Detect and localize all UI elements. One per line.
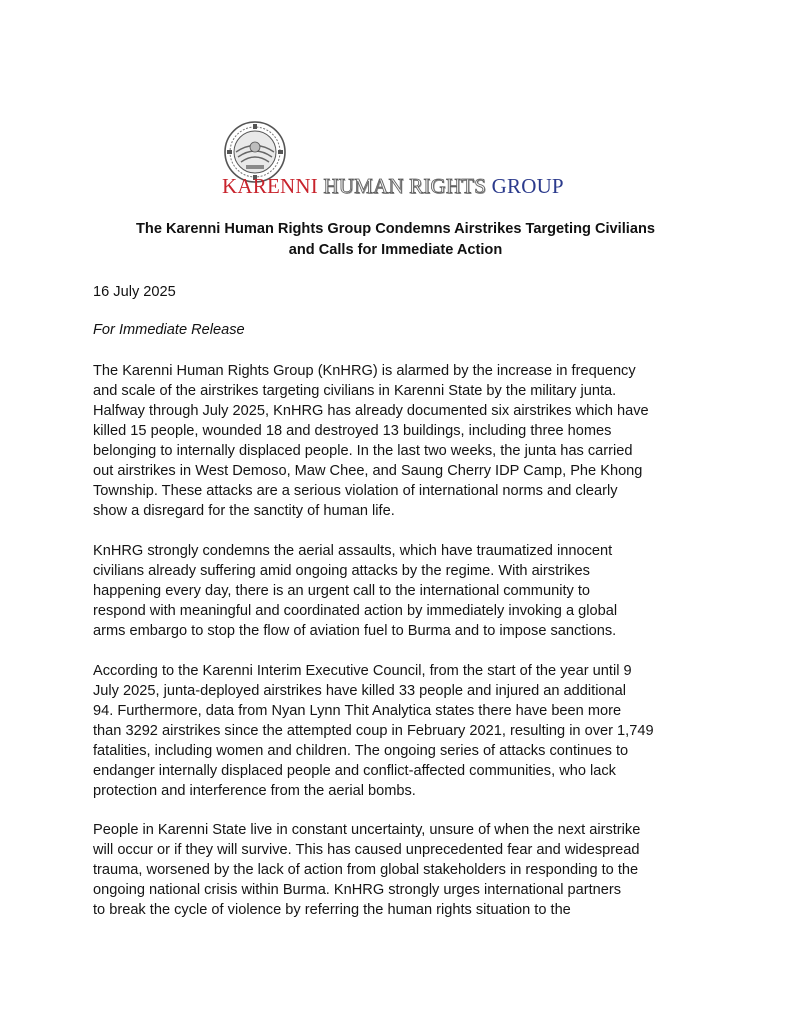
text-line: arms embargo to stop the flow of aviation fuel to Burma and to impose sanctions. <box>93 623 617 639</box>
text-line: trauma, worsened by the lack of action from global stakeholders in responding to the <box>93 862 639 878</box>
paragraph-4 <box>93 820 713 920</box>
text-line: out airstrikes in West Demoso, Maw Chee, and Saung Cherry IDP Camp, Phe Khong <box>93 463 643 479</box>
text-line: July 2025, junta-deployed airstrikes have killed 33 people and injured an additional <box>93 683 627 699</box>
text-line: ongoing national crisis within Burma. KnHRG strongly urges international partners <box>93 882 622 898</box>
text-line: KnHRG strongly condemns the aerial assaults, which have traumatized innocent <box>93 543 613 559</box>
text-line: fatalities, including women and children. The ongoing series of attacks continues to <box>93 743 629 759</box>
release-note: For Immediate Release <box>93 322 245 338</box>
organization-wordmark <box>222 174 564 198</box>
text-line: will occur or if they will survive. This has caused unprecedented fear and widespread <box>93 842 640 858</box>
text-line: to break the cycle of violence by referring the human rights situation to the <box>93 902 571 918</box>
text-line: show a disregard for the sanctity of human life. <box>93 503 395 519</box>
press-release-title <box>80 219 711 261</box>
text-line: protection and interference from the aerial bombs. <box>93 783 416 799</box>
organization-logo <box>218 119 578 207</box>
text-line: happening every day, there is an urgent call to the international community to <box>93 583 591 599</box>
title-line: The Karenni Human Rights Group Condemns Airstrikes Targeting Civilians <box>136 221 655 237</box>
paragraph-1 <box>93 361 713 521</box>
text-line: Township. These attacks are a serious violation of international norms and clearly <box>93 483 618 499</box>
paragraph-2 <box>93 541 713 641</box>
text-line: People in Karenni State live in constant uncertainty, unsure of when the next airstrike <box>93 822 641 838</box>
text-line: According to the Karenni Interim Executive Council, from the start of the year until 9 <box>93 663 632 679</box>
text-line: Halfway through July 2025, KnHRG has already documented six airstrikes which have <box>93 403 649 419</box>
text-line: and scale of the airstrikes targeting civilians in Karenni State by the military junta. <box>93 383 617 399</box>
text-line: The Karenni Human Rights Group (KnHRG) is alarmed by the increase in frequency <box>93 363 636 379</box>
title-line: and Calls for Immediate Action <box>288 242 503 258</box>
text-line: civilians already suffering amid ongoing attacks by the regime. With airstrikes <box>93 563 590 579</box>
text-line: endanger internally displaced people and conflict-affected communities, who lack <box>93 763 616 779</box>
paragraph-3 <box>93 661 713 801</box>
text-line: killed 15 people, wounded 18 and destroyed 13 buildings, including three homes <box>93 423 612 439</box>
text-line: belonging to internally displaced people. In the last two weeks, the junta has carried <box>93 443 633 459</box>
text-line: respond with meaningful and coordinated action by immediately invoking a global <box>93 603 618 619</box>
release-date: 16 July 2025 <box>93 284 176 300</box>
wordmark-human-rights: HUMAN RIGHTS <box>323 174 492 198</box>
text-line: 94. Furthermore, data from Nyan Lynn Thit Analytica states there have been more <box>93 703 622 719</box>
wordmark-group: GROUP <box>491 174 564 198</box>
text-line: than 3292 airstrikes since the attempted coup in February 2021, resulting in over 1,749 <box>93 723 654 739</box>
wordmark-karenni: KARENNI <box>222 174 324 198</box>
